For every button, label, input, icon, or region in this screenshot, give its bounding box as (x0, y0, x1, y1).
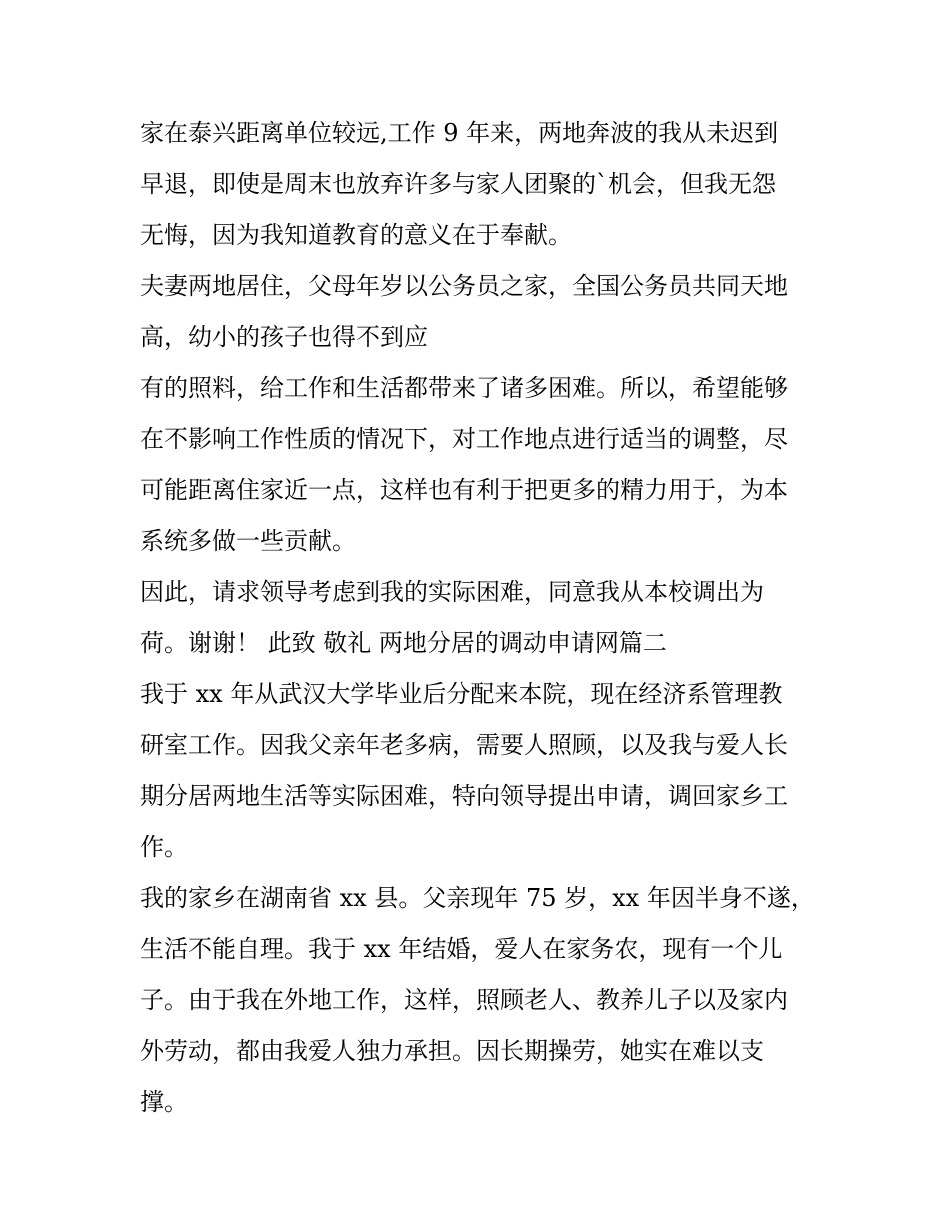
text-line: 期分居两地生活等实际困难，特向领导提出申请，调回家乡工 (140, 782, 788, 810)
text-line: 作。 (140, 833, 188, 861)
text-line: 家在泰兴距离单位较远,工作 9 年来，两地奔波的我从未迟到 (140, 119, 779, 147)
text-line: 有的照料，给工作和生活都带来了诸多困难。所以，希望能够 (140, 374, 788, 402)
text-line: 无悔，因为我知道教育的意义在于奉献。 (140, 221, 572, 249)
text-line: 撑。 (140, 1088, 188, 1116)
text-line: 荷。谢谢！ 此致 敬礼 两地分居的调动申请网篇二 (140, 629, 667, 657)
text-line: 在不影响工作性质的情况下，对工作地点进行适当的调整，尽 (140, 425, 788, 453)
text-line: 外劳动，都由我爱人独力承担。因长期操劳，她实在难以支 (140, 1037, 764, 1065)
text-line: 夫妻两地居住，父母年岁以公务员之家，全国公务员共同天地 (140, 272, 788, 300)
text-line: 我的家乡在湖南省 xx 县。父亲现年 75 岁，xx 年因半身不遂， (140, 884, 815, 912)
text-line: 研室工作。因我父亲年老多病，需要人照顾，以及我与爱人长 (140, 731, 788, 759)
text-line: 可能距离住家近一点，这样也有利于把更多的精力用于，为本 (140, 476, 788, 504)
text-line: 因此，请求领导考虑到我的实际困难，同意我从本校调出为 (140, 578, 764, 606)
text-line: 生活不能自理。我于 xx 年结婚，爱人在家务农，现有一个儿 (140, 935, 783, 963)
document-body (140, 108, 820, 1128)
text-line: 子。由于我在外地工作，这样，照顾老人、教养儿子以及家内 (140, 986, 788, 1014)
text-line: 高，幼小的孩子也得不到应 (140, 323, 428, 351)
text-line: 系统多做一些贡献。 (140, 527, 356, 555)
text-line: 我于 xx 年从武汉大学毕业后分配来本院，现在经济系管理教 (140, 680, 783, 708)
text-line: 早退，即使是周末也放弃许多与家人团聚的`机会，但我无怨 (140, 170, 776, 198)
